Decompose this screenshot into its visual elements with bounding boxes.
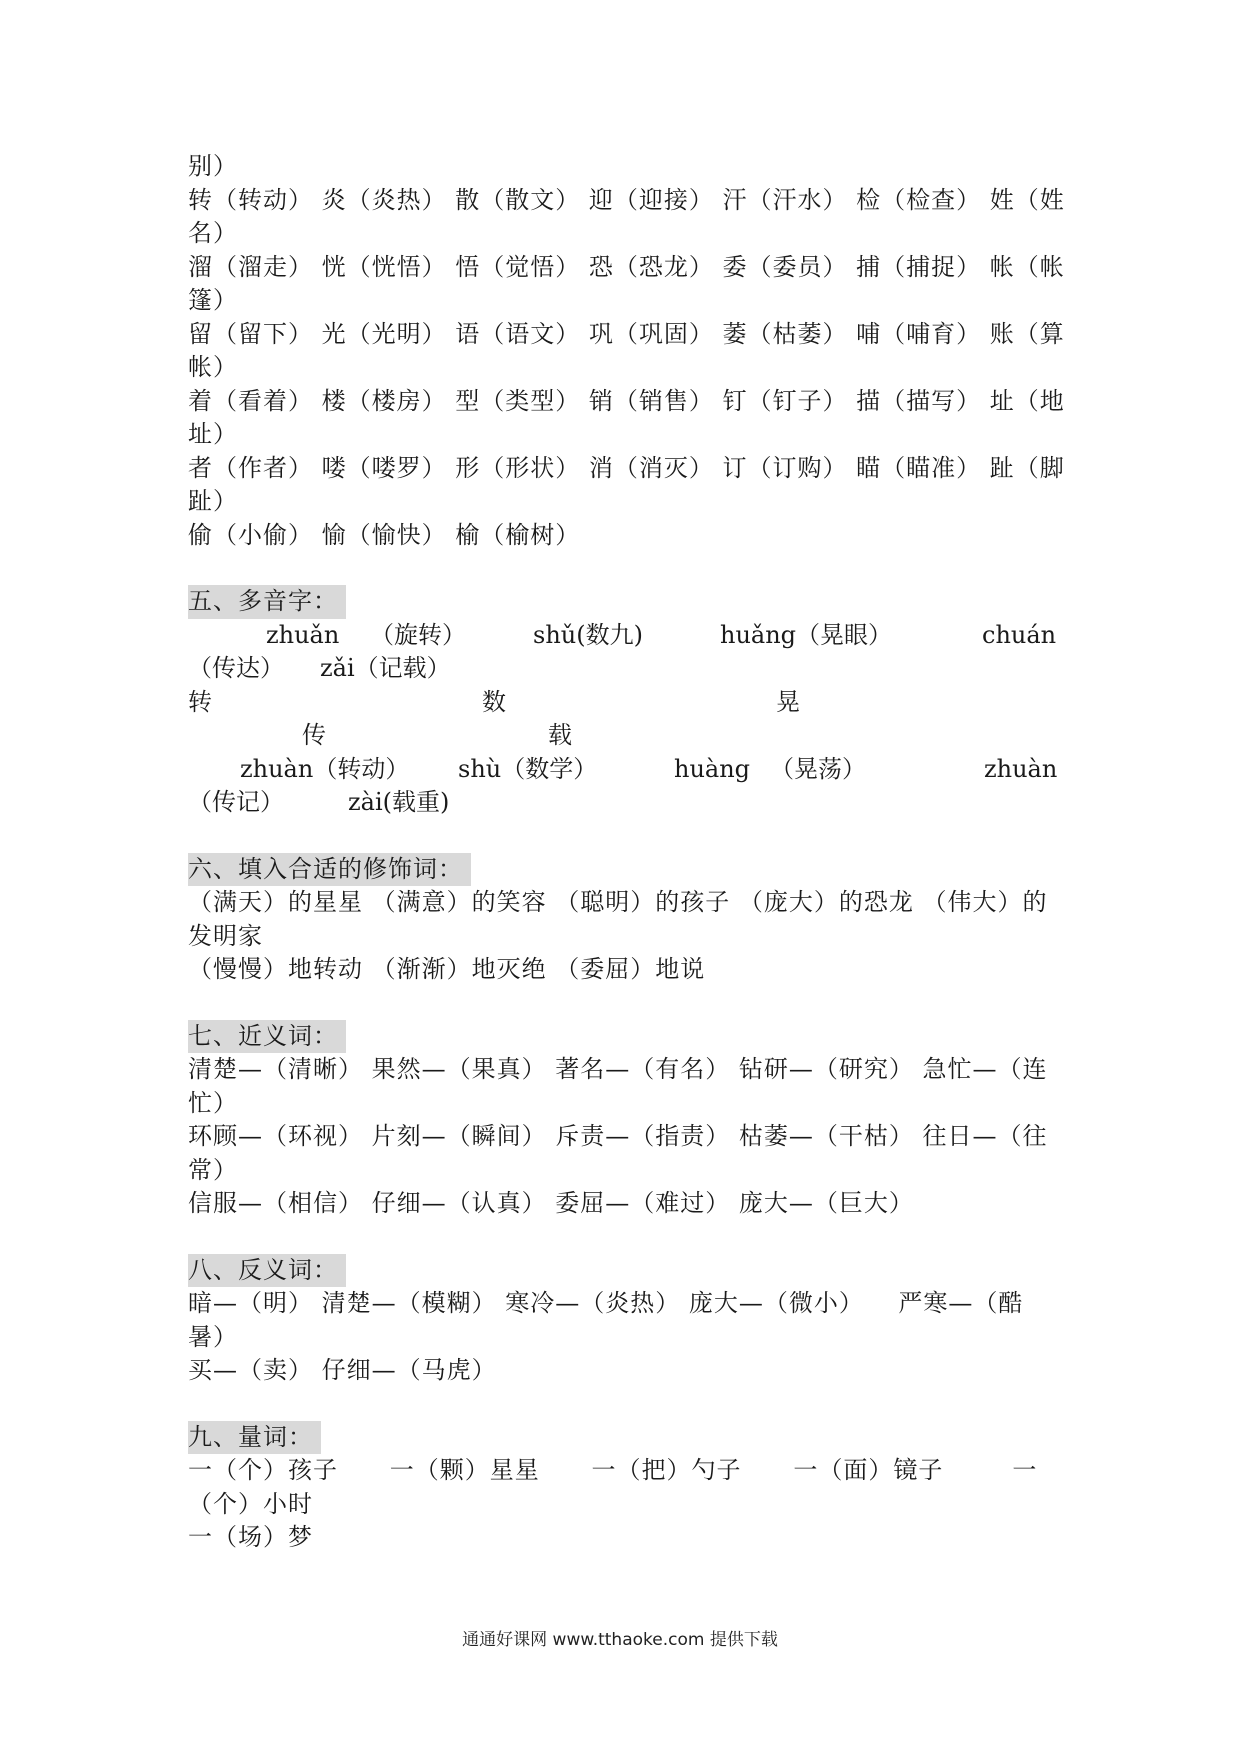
- pinyin: huàng: [674, 754, 751, 783]
- text-line: 别）: [188, 152, 238, 180]
- section-9: [188, 1421, 1058, 1555]
- polyphone-row-4: [188, 719, 1058, 753]
- text-line: 信服—（相信） 仔细—（认真） 委屈—（难过） 庞大—（巨大）: [188, 1189, 914, 1217]
- pinyin: zǎi（记载）: [320, 654, 451, 682]
- text-line: 篷）: [188, 286, 238, 314]
- polyphone-row-1: [188, 619, 1058, 653]
- text-line: 着（看着） 楼（楼房） 型（类型） 销（销售） 钉（钉子） 描（描写） 址（地: [188, 386, 1065, 415]
- text-line: （个）小时: [188, 1489, 313, 1518]
- text-line: （满天）的星星 （满意）的笑容 （聪明）的孩子 （庞大）的恐龙 （伟大）的: [188, 888, 1048, 916]
- section-8: [188, 1254, 1058, 1388]
- text-line: 暗—（明） 清楚—（模糊） 寒冷—（炎热） 庞大—（微小） 严寒—（酷: [188, 1289, 1024, 1317]
- text-line: 暑）: [188, 1322, 238, 1351]
- polyphone-row-2: [188, 652, 1058, 686]
- page-footer: 通通好课网 www.tthaoke.com 提供下载: [462, 1630, 778, 1650]
- section-6: [188, 853, 1058, 987]
- text-line: 转（转动） 炎（炎热） 散（散文） 迎（迎接） 汗（汗水） 检（检查） 姓（姓: [188, 185, 1065, 214]
- text-line: 发明家: [188, 921, 263, 950]
- character: 转: [188, 687, 212, 716]
- word: （旋转）: [370, 620, 466, 649]
- section-6-heading: 六、填入合适的修饰词：: [188, 853, 471, 887]
- section-5-heading: 五、多音字：: [188, 585, 346, 619]
- text-line: 趾）: [188, 487, 238, 515]
- section-7-heading: 七、近义词：: [188, 1020, 346, 1054]
- word: （传达）: [188, 654, 284, 682]
- section-4-body: [188, 150, 1065, 552]
- character: 晃: [776, 687, 800, 716]
- pinyin: chuán: [982, 620, 1057, 649]
- pinyin: zhuàn（转动）: [240, 754, 410, 783]
- text-line: 偷（小偷） 愉（愉快） 榆（榆树）: [188, 520, 581, 549]
- polyphone-row-3: [188, 686, 1058, 720]
- character: 载: [548, 721, 572, 749]
- pinyin: huǎng（晃眼）: [720, 620, 893, 649]
- text-line: 清楚—（清晰） 果然—（果真） 著名—（有名） 钻研—（研究） 急忙—（连: [188, 1055, 1048, 1083]
- character: 数: [482, 687, 506, 716]
- word: （晃荡）: [770, 754, 866, 783]
- section-9-heading: 九、量词：: [188, 1421, 321, 1455]
- pinyin: zài(载重): [348, 788, 450, 816]
- text-line: 忙）: [188, 1088, 238, 1117]
- text-line: 一（场）梦: [188, 1523, 313, 1551]
- text-line: 址）: [188, 420, 238, 448]
- text-line: 溜（溜走） 恍（恍悟） 悟（觉悟） 恐（恐龙） 委（委员） 捕（捕捉） 帐（帐: [188, 252, 1065, 281]
- text-line: （慢慢）地转动 （渐渐）地灭绝 （委屈）地说: [188, 955, 706, 983]
- character: 传: [302, 721, 326, 749]
- text-line: 帐）: [188, 353, 238, 381]
- text-line: 名）: [188, 219, 238, 247]
- section-8-heading: 八、反义词：: [188, 1254, 346, 1288]
- polyphone-row-6: [188, 786, 1058, 820]
- pinyin: shù（数学）: [458, 754, 598, 783]
- pinyin: shǔ(数九): [533, 620, 643, 649]
- text-line: 一（个）孩子 一（颗）星星 一（把）勺子 一（面）镜子 一: [188, 1456, 1038, 1484]
- text-line: 买—（卖） 仔细—（马虎）: [188, 1356, 497, 1384]
- section-5: [188, 585, 1058, 820]
- pinyin: zhuàn: [984, 754, 1058, 783]
- word: （传记）: [188, 788, 284, 816]
- text-line: 者（作者） 喽（喽罗） 形（形状） 消（消灭） 订（订购） 瞄（瞄准） 趾（脚: [188, 453, 1065, 482]
- document-body: [188, 150, 1065, 1555]
- pinyin: zhuǎn: [266, 620, 340, 649]
- polyphone-row-5: [188, 753, 1058, 787]
- text-line: 环顾—（环视） 片刻—（瞬间） 斥责—（指责） 枯萎—（干枯） 往日—（往: [188, 1122, 1048, 1150]
- text-line: 留（留下） 光（光明） 语（语文） 巩（巩固） 萎（枯萎） 哺（哺育） 账（算: [188, 319, 1065, 348]
- section-7: [188, 1020, 1058, 1221]
- text-line: 常）: [188, 1155, 238, 1184]
